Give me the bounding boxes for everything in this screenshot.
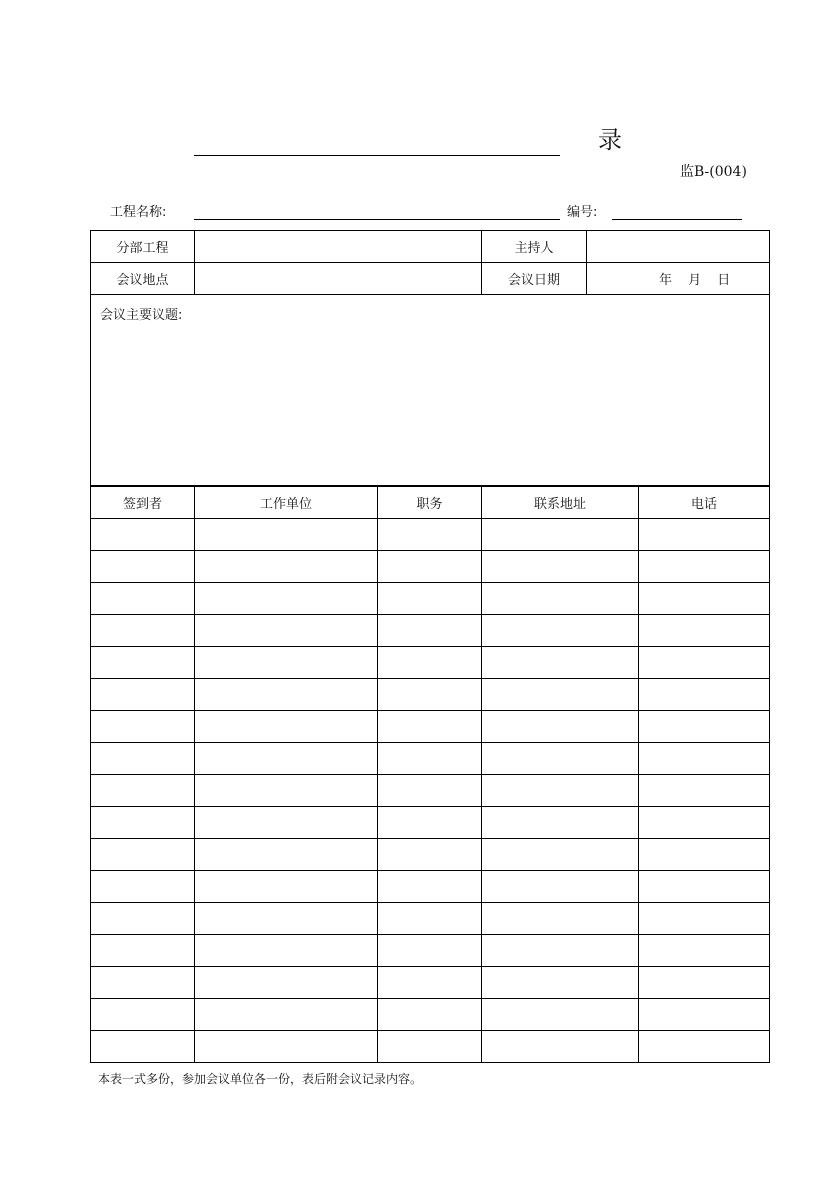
- position-cell[interactable]: [378, 583, 482, 615]
- footnote: 本表一式多份，参加会议单位各一份，表后附会议记录内容。: [98, 1072, 423, 1086]
- meeting-topic-label: 会议主要议题:: [100, 308, 183, 323]
- work-unit-cell[interactable]: [195, 583, 378, 615]
- address-cell[interactable]: [482, 999, 639, 1031]
- address-cell[interactable]: [482, 647, 639, 679]
- phone-cell[interactable]: [639, 775, 770, 807]
- address-cell[interactable]: [482, 519, 639, 551]
- address-cell[interactable]: [482, 967, 639, 999]
- position-cell[interactable]: [378, 807, 482, 839]
- serial-number-label: 编号:: [567, 205, 598, 220]
- work-unit-cell[interactable]: [195, 519, 378, 551]
- address-cell[interactable]: [482, 839, 639, 871]
- meeting-date-label: 会议日期: [482, 263, 587, 295]
- address-cell[interactable]: [482, 551, 639, 583]
- table-row: [91, 871, 770, 903]
- table-row: [91, 583, 770, 615]
- meeting-location-label: 会议地点: [91, 263, 195, 295]
- work-unit-cell[interactable]: [195, 775, 378, 807]
- table-row: [91, 807, 770, 839]
- signer-cell[interactable]: [91, 551, 195, 583]
- signer-cell[interactable]: [91, 711, 195, 743]
- signer-cell[interactable]: [91, 871, 195, 903]
- address-cell[interactable]: [482, 871, 639, 903]
- phone-cell[interactable]: [639, 551, 770, 583]
- phone-cell[interactable]: [639, 999, 770, 1031]
- position-cell[interactable]: [378, 775, 482, 807]
- phone-cell[interactable]: [639, 583, 770, 615]
- phone-cell[interactable]: [639, 711, 770, 743]
- table-row: [91, 551, 770, 583]
- page-title-suffix: 录: [598, 126, 622, 154]
- table-row: [91, 743, 770, 775]
- table-row: [91, 519, 770, 551]
- position-cell[interactable]: [378, 519, 482, 551]
- phone-cell[interactable]: [639, 679, 770, 711]
- phone-cell[interactable]: [639, 839, 770, 871]
- work-unit-cell[interactable]: [195, 807, 378, 839]
- phone-cell[interactable]: [639, 615, 770, 647]
- table-row: [91, 679, 770, 711]
- sub-project-label: 分部工程: [91, 231, 195, 263]
- work-unit-cell[interactable]: [195, 615, 378, 647]
- position-cell[interactable]: [378, 999, 482, 1031]
- signer-cell[interactable]: [91, 679, 195, 711]
- sign-in-table: [90, 486, 770, 1063]
- phone-cell[interactable]: [639, 519, 770, 551]
- position-cell[interactable]: [378, 743, 482, 775]
- address-cell[interactable]: [482, 775, 639, 807]
- address-cell[interactable]: [482, 935, 639, 967]
- signer-cell[interactable]: [91, 583, 195, 615]
- signer-cell[interactable]: [91, 839, 195, 871]
- meeting-location-input[interactable]: [195, 263, 482, 295]
- work-unit-cell[interactable]: [195, 903, 378, 935]
- host-input[interactable]: [587, 231, 770, 263]
- position-cell[interactable]: [378, 839, 482, 871]
- address-cell[interactable]: [482, 615, 639, 647]
- signer-cell[interactable]: [91, 807, 195, 839]
- phone-cell[interactable]: [639, 1031, 770, 1063]
- position-cell[interactable]: [378, 711, 482, 743]
- signer-cell[interactable]: [91, 903, 195, 935]
- work-unit-cell[interactable]: [195, 871, 378, 903]
- sub-project-input[interactable]: [195, 231, 482, 263]
- table-row: [91, 903, 770, 935]
- address-cell[interactable]: [482, 903, 639, 935]
- table-row: [91, 711, 770, 743]
- header-position: 职务: [378, 487, 482, 519]
- position-cell[interactable]: [378, 967, 482, 999]
- work-unit-cell[interactable]: [195, 551, 378, 583]
- phone-cell[interactable]: [639, 967, 770, 999]
- signer-cell[interactable]: [91, 615, 195, 647]
- position-cell[interactable]: [378, 647, 482, 679]
- project-name-field[interactable]: [194, 219, 560, 220]
- table-row: [91, 295, 770, 486]
- phone-cell[interactable]: [639, 807, 770, 839]
- work-unit-cell[interactable]: [195, 679, 378, 711]
- table-row: [91, 839, 770, 871]
- signer-cell[interactable]: [91, 519, 195, 551]
- meeting-info-table: [90, 230, 770, 486]
- table-row: [91, 647, 770, 679]
- header-phone: 电话: [639, 487, 770, 519]
- meeting-topic-area[interactable]: [91, 295, 770, 486]
- signer-cell[interactable]: [91, 999, 195, 1031]
- address-cell[interactable]: [482, 807, 639, 839]
- sign-table-header-row: [91, 487, 770, 519]
- project-name-label: 工程名称:: [110, 205, 167, 220]
- signer-cell[interactable]: [91, 935, 195, 967]
- table-row: [91, 967, 770, 999]
- signer-cell[interactable]: [91, 775, 195, 807]
- address-cell[interactable]: [482, 743, 639, 775]
- table-row: [91, 263, 770, 295]
- header-work-unit: 工作单位: [195, 487, 378, 519]
- address-cell[interactable]: [482, 583, 639, 615]
- table-row: [91, 1031, 770, 1063]
- position-cell[interactable]: [378, 935, 482, 967]
- signer-cell[interactable]: [91, 1031, 195, 1063]
- signer-cell[interactable]: [91, 743, 195, 775]
- table-row: [91, 999, 770, 1031]
- address-cell[interactable]: [482, 711, 639, 743]
- date-placeholder: 年 月 日: [659, 273, 731, 288]
- phone-cell[interactable]: [639, 903, 770, 935]
- phone-cell[interactable]: [639, 647, 770, 679]
- position-cell[interactable]: [378, 871, 482, 903]
- work-unit-cell[interactable]: [195, 711, 378, 743]
- table-row: [91, 615, 770, 647]
- position-cell[interactable]: [378, 903, 482, 935]
- header-signer: 签到者: [91, 487, 195, 519]
- header-address: 联系地址: [482, 487, 639, 519]
- work-unit-cell[interactable]: [195, 935, 378, 967]
- phone-cell[interactable]: [639, 743, 770, 775]
- form-code: 监B-(004): [680, 164, 747, 180]
- position-cell[interactable]: [378, 679, 482, 711]
- work-unit-cell[interactable]: [195, 743, 378, 775]
- serial-number-field[interactable]: [612, 219, 742, 220]
- title-blank-line[interactable]: [194, 155, 560, 156]
- phone-cell[interactable]: [639, 935, 770, 967]
- work-unit-cell[interactable]: [195, 999, 378, 1031]
- table-row: [91, 231, 770, 263]
- table-row: [91, 935, 770, 967]
- work-unit-cell[interactable]: [195, 1031, 378, 1063]
- work-unit-cell[interactable]: [195, 967, 378, 999]
- phone-cell[interactable]: [639, 871, 770, 903]
- work-unit-cell[interactable]: [195, 839, 378, 871]
- meeting-date-input[interactable]: [587, 263, 770, 295]
- table-row: [91, 775, 770, 807]
- address-cell[interactable]: [482, 679, 639, 711]
- host-label: 主持人: [482, 231, 587, 263]
- signer-cell[interactable]: [91, 647, 195, 679]
- position-cell[interactable]: [378, 615, 482, 647]
- position-cell[interactable]: [378, 1031, 482, 1063]
- signer-cell[interactable]: [91, 967, 195, 999]
- position-cell[interactable]: [378, 551, 482, 583]
- address-cell[interactable]: [482, 1031, 639, 1063]
- work-unit-cell[interactable]: [195, 647, 378, 679]
